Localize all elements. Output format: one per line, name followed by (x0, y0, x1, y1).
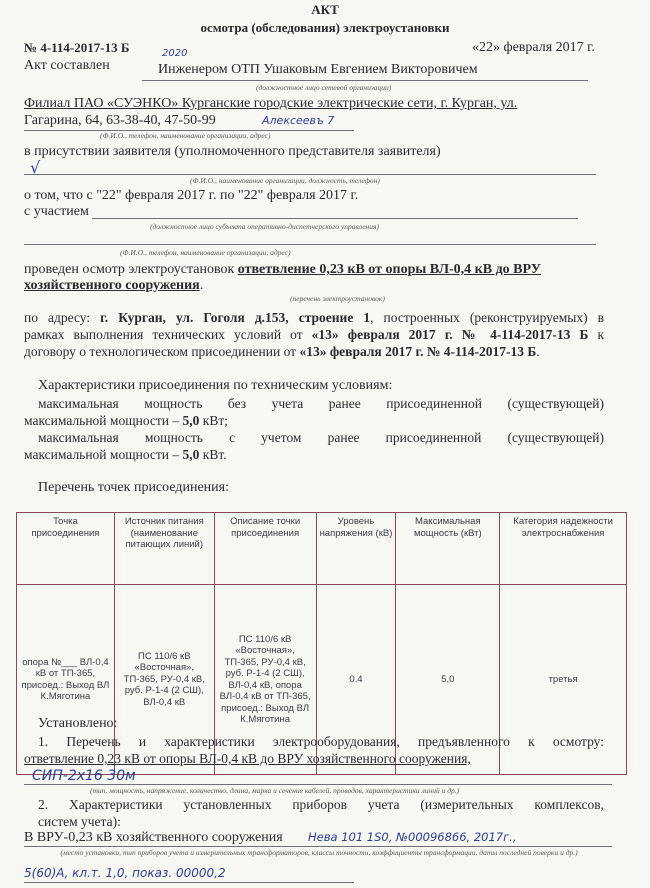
composed-label: Акт составлен (24, 58, 110, 73)
handwritten-organization: Алексеевъ 7 (262, 114, 335, 127)
item1-caption: (тип, мощность, напряжение, количество, длина, марка и сечение кабелей, проводов, характеристики линий и др.) (90, 786, 460, 795)
presence-underline (24, 174, 596, 175)
characteristics-paragraph (24, 395, 604, 463)
period-text: о том, что с "22" февраля 2017 г. по "22" февраля 2017 г. (24, 188, 359, 203)
item2-underline-2 (24, 882, 354, 883)
max-power-with: 5,0 (182, 447, 200, 462)
handwritten-meter-details: 5(60)А, кл.т. 1,0, показ. 00000,2 (24, 866, 226, 880)
participation-label: с участием (24, 204, 89, 219)
inspection-caption: (перечень электроустановок) (290, 294, 385, 303)
handwritten-check-mark: √ (30, 158, 41, 177)
inspection-object-1: ответвление 0,23 кВ от опоры ВЛ-0,4 кВ до ВРУ (237, 262, 541, 277)
address-line-1: по адресу: г. Курган, ул. Гоголя д.153, строение 1, построенных (реконструируемых) в (24, 310, 604, 325)
cell-connection-point: опора №___ ВЛ-0,4 кВ от ТП-365, присоед.: Выход ВЛ К.Мяготина (17, 585, 115, 775)
table-header-row (17, 513, 627, 585)
header-power-source: Источник питания (наименование питающих линий) (114, 513, 214, 585)
participation-caption-1: (должностное лицо субъекта оперативно-диспетчерского управления) (150, 222, 380, 231)
header-voltage-level: Уровень напряжения (кВ) (316, 513, 396, 585)
act-subtitle: осмотра (обследования) электроустановки (200, 20, 450, 35)
item2-line-1: 2. Характеристики установленных приборов учета (измерительных комплексов, (38, 797, 604, 812)
cell-point-description: ПС 110/6 кВ «Восточная», ТП-365, РУ-0,4 кВ, руб. Р-1-4 (2 СШ), ВЛ-0,4 кВ, опора ВЛ-0,4 кВ от ТП-365, присоед.: Выход ВЛ К.Мяготина (214, 585, 316, 775)
organization-caption: (Ф.И.О., телефон, наименование организации, адрес) (100, 131, 271, 140)
presence-caption: (Ф.И.О., наименование организации, должность, телефон) (190, 176, 380, 185)
address-paragraph (24, 309, 604, 360)
char-line-2b: максимальной мощности – 5,0 кВт. (24, 447, 227, 462)
item1-underline (24, 784, 612, 785)
max-power-without: 5,0 (182, 413, 200, 428)
cell-max-power: 5,0 (396, 585, 500, 775)
established-item-1 (24, 733, 604, 767)
inspection-line-1 (24, 262, 541, 278)
address-line-3: договору о технологическом присоединении от «13» февраля 2017 г. № 4-114-2017-13 Б. (24, 344, 540, 359)
inspection-prefix: проведен осмотр электроустановок (24, 262, 238, 277)
organization-line-2: Гагарина, 64, 63-38-40, 47-50-99 (24, 113, 216, 128)
item2-line-3: В ВРУ-0,23 кВ хозяйственного сооружения (24, 830, 283, 845)
item1-line-2: ответвление 0,23 кВ от опоры ВЛ-0,4 кВ до ВРУ хозяйственного сооружения, (24, 751, 471, 766)
characteristics-heading: Характеристики присоединения по техническим условиям: (38, 378, 393, 393)
act-date: «22» февраля 2017 г. (472, 40, 595, 55)
inspection-suffix: . (199, 278, 204, 293)
char-line-1b: максимальной мощности – 5,0 кВт; (24, 413, 228, 428)
inspection-object-2: хозяйственного сооружения (24, 278, 200, 293)
contract-ref: «13» февраля 2017 г. № 4-114-2017-13 Б (299, 344, 537, 359)
char-line-1a: максимальная мощность без учета ранее присоединенной (существующей) (38, 396, 604, 411)
composed-underline (142, 80, 588, 81)
char-line-2a: максимальная мощность с учетом ранее присоединенной (существующей) (38, 430, 604, 445)
composed-value: Инженером ОТП Ушаковым Евгением Викторовичем (158, 62, 478, 77)
act-title: АКТ (311, 2, 339, 17)
established-item-2 (24, 796, 604, 830)
participation-underline-2 (24, 244, 596, 245)
points-heading: Перечень точек присоединения: (38, 480, 229, 495)
composed-caption: (должностное лицо сетевой организации) (256, 83, 392, 92)
item2-line-2: систем учета): (38, 814, 121, 829)
address-value: г. Курган, ул. Гоголя д.153, строение 1 (100, 310, 371, 325)
participation-caption-2: (Ф.И.О., телефон, наименование организации, адрес) (120, 248, 291, 257)
tech-conditions-ref: «13» февраля 2017 г. № 4-114-2017-13 Б (311, 327, 589, 342)
header-point-description: Описание точки присоединения (214, 513, 316, 585)
organization-line-1: Филиал ПАО «СУЭНКО» Курганские городские электрические сети, г. Курган, ул. (24, 96, 518, 111)
inspection-line-2 (24, 278, 203, 294)
item1-line-1: 1. Перечень и характеристики электрооборудования, предъявленного к осмотру: (38, 734, 604, 749)
cell-voltage-level: 0.4 (316, 585, 396, 775)
header-max-power: Максимальная мощность (кВт) (396, 513, 500, 585)
cell-reliability-category: третья (500, 585, 627, 775)
item2-caption: (место установки, тип приборов учета и измерительных трансформаторов, классы точности, коэффициенты трансформации, даты последней поверки и др.) (60, 848, 578, 857)
header-connection-point: Точка присоединения (17, 513, 115, 585)
presence-text: в присутствии заявителя (уполномоченного представителя заявителя) (24, 144, 441, 159)
item2-underline (24, 846, 612, 847)
handwritten-meter: Нева 101 1S0, №00096866, 2017г., (308, 830, 517, 844)
established-heading: Установлено: (38, 716, 118, 731)
header-reliability-category: Категория надежности электроснабжения (500, 513, 627, 585)
address-line-2: рамках выполнения технических условий от «13» февраля 2017 г. № 4-114-2017-13 Б к (24, 327, 605, 342)
participation-underline (92, 218, 578, 219)
act-number: № 4-114-2017-13 Б (24, 40, 130, 55)
handwritten-mark-composed: 2020 (162, 48, 188, 59)
cell-power-source: ПС 110/6 кВ «Восточная», ТП-365, РУ-0,4 кВ, руб. Р-1-4 (2 СШ), ВЛ-0,4 кВ (114, 585, 214, 775)
handwritten-cable: СИП-2х16 30м (32, 768, 136, 784)
